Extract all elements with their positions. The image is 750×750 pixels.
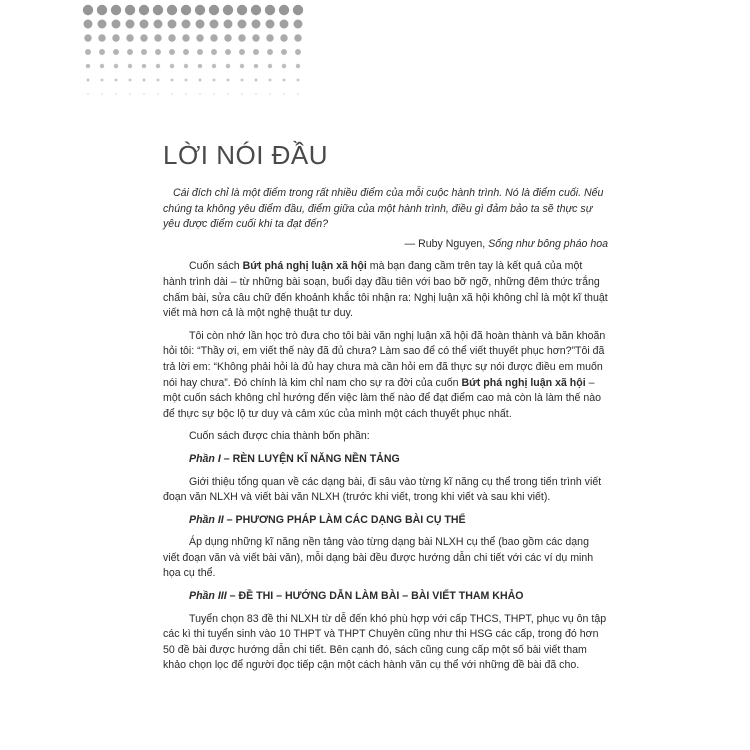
halftone-dot (240, 64, 244, 68)
halftone-dot (266, 34, 273, 41)
epigraph-source: Sống như bông pháo hoa (488, 237, 608, 250)
halftone-dot (198, 64, 202, 68)
halftone-dot (293, 5, 303, 15)
halftone-dot (283, 93, 284, 94)
halftone-dot (129, 79, 132, 82)
halftone-dot (111, 5, 121, 15)
section-title: – RÈN LUYỆN KĨ NĂNG NỀN TẢNG (220, 452, 400, 465)
halftone-dot (98, 20, 107, 29)
halftone-dot (185, 93, 186, 94)
epigraph-attribution (163, 237, 608, 253)
section-label: Phần I (189, 452, 221, 465)
halftone-dot (280, 20, 289, 29)
halftone-dot (227, 79, 230, 82)
halftone-dot (212, 64, 216, 68)
intro-paragraph-1 (163, 259, 608, 321)
page-title: LỜI NÓI ĐẦU (163, 140, 329, 170)
halftone-dot (223, 5, 233, 15)
halftone-dot (87, 79, 90, 82)
halftone-dot (296, 64, 300, 68)
intro-paragraph-3: Cuốn sách được chia thành bốn phần: (189, 430, 370, 443)
halftone-dot (255, 79, 258, 82)
halftone-dot (226, 64, 230, 68)
halftone-dot (171, 79, 174, 82)
halftone-dot (154, 20, 163, 29)
halftone-dot (213, 79, 216, 82)
book-title-emphasis: Bứt phá nghị luận xã hội (242, 260, 367, 273)
halftone-dot (112, 34, 119, 41)
halftone-dot (238, 20, 247, 29)
halftone-dot (267, 49, 273, 55)
halftone-dot (86, 64, 90, 68)
halftone-dot (297, 93, 298, 94)
halftone-dot (87, 93, 88, 94)
halftone-dot (155, 49, 161, 55)
halftone-dot (269, 93, 270, 94)
halftone-dot (252, 34, 259, 41)
halftone-dot (181, 5, 191, 15)
section-body-2: Áp dụng những kĩ năng nền tảng vào từng dạng bài NLXH cụ thể (bao gồm các dạng viết đoạn văn và viết bài văn), mỗi dạng bài đều được hướng dẫn chi tiết với các ví dụ minh họa cụ thể. (163, 536, 594, 580)
halftone-dot (294, 20, 303, 29)
halftone-dot (101, 79, 104, 82)
halftone-dot (195, 5, 205, 15)
halftone-dot (211, 49, 217, 55)
text-run: – một cuốn sách không chỉ hướng đến việc làm thế nào để đạt điểm cao mà còn là làm thế nào để thực sự bộc lộ tư duy và cảm xúc của mình một cách thuyết phục nhất. (163, 376, 602, 420)
halftone-dot (139, 5, 149, 15)
halftone-dot (127, 49, 133, 55)
halftone-dot (268, 64, 272, 68)
section-title: – PHƯƠNG PHÁP LÀM CÁC DẠNG BÀI CỤ THỂ (223, 513, 466, 526)
halftone-dot (115, 93, 116, 94)
halftone-dot (170, 64, 174, 68)
halftone-dot (153, 5, 163, 15)
section-body-1: Giới thiệu tổng quan về các dạng bài, đi sâu vào từng kĩ năng cụ thể trong tiến trình viết đoạn văn NLXH và viết bài văn NLXH (trước khi viết, trong khi viết và sau khi viết). (163, 475, 602, 504)
halftone-dot (125, 5, 135, 15)
text-run: Tôi còn nhớ lần học trò đưa cho tôi bài văn nghị luận xã hội đã hoàn thành và băn khoăn hỏi tôi: “Thầy ơi, em viết thế này đã đủ chưa? Làm sao để có thể viết thuyết phục hơn?”Tôi đã trả lời em: “Không phải hỏi là đủ hay chưa mà cần hỏi em đã thực sự nói được điều em muốn nói hay chưa”. Đó chính là kim chỉ nam cho sự ra đời của cuốn (163, 329, 606, 389)
halftone-dot (184, 64, 188, 68)
section-label: Phần II (189, 513, 224, 526)
section-body-3: Tuyển chọn 83 đề thi NLXH từ dễ đến khó phù hợp với cấp THCS, THPT, phục vụ ôn tập các kì thi tuyển sinh vào 10 THPT và THPT Chuyên cũng như thi HSG các cấp, trong đó hơn 50 đề bài được hướng dẫn chi tiết. Bên cạnh đó, sách cũng cung cấp một số bài viết tham khảo chọn lọc để người đọc tiếp cận một cách hành văn cụ thể với những đề bài đã cho. (163, 612, 607, 672)
halftone-dot (115, 79, 118, 82)
section-label: Phần III (189, 590, 227, 603)
halftone-dot (196, 20, 205, 29)
halftone-dot (168, 20, 177, 29)
halftone-dot (295, 49, 301, 55)
halftone-dot (114, 64, 118, 68)
text-run: Cuốn sách (189, 260, 243, 273)
section-heading-2 (163, 513, 608, 529)
halftone-dot (210, 20, 219, 29)
intro-paragraph-2 (163, 329, 608, 423)
halftone-dot (279, 5, 289, 15)
halftone-dot (85, 49, 91, 55)
halftone-dot (183, 49, 189, 55)
halftone-dot (266, 20, 275, 29)
halftone-dot (253, 49, 259, 55)
halftone-dot (182, 20, 191, 29)
halftone-dot (98, 34, 105, 41)
halftone-dot (143, 79, 146, 82)
text-run: mà bạn đang cầm trên tay là kết quả của một hành trình dài – từ những bài soạn, buổi dạy đầu tiên với bao bỡ ngỡ, những đêm thức trắng chấm bài, sửa câu chữ đến khoảnh khắc tôi nhận ra: Nghị luận xã hội không chỉ là một kĩ thuật viết mà hơn cả là một nghệ thuật tư duy. (163, 260, 608, 320)
halftone-dot (156, 64, 160, 68)
halftone-dot (237, 5, 247, 15)
halftone-dot (280, 34, 287, 41)
halftone-dot (97, 5, 107, 15)
halftone-dot (141, 49, 147, 55)
halftone-dot (101, 93, 102, 94)
halftone-dot (140, 34, 147, 41)
section-heading-3 (163, 589, 608, 605)
halftone-dot (99, 49, 105, 55)
halftone-dot (128, 64, 132, 68)
halftone-dot (224, 34, 231, 41)
halftone-dot (84, 20, 93, 29)
halftone-dot (294, 34, 301, 41)
epigraph-author: — Ruby Nguyen, (404, 237, 489, 250)
halftone-dot (112, 20, 121, 29)
halftone-dot (224, 20, 233, 29)
halftone-dot (113, 49, 119, 55)
halftone-dot (282, 64, 286, 68)
halftone-dot (199, 79, 202, 82)
halftone-dot (196, 34, 203, 41)
halftone-dot (297, 79, 300, 82)
epigraph-quote: Cái đích chỉ là một điểm trong rất nhiều điểm của mỗi cuộc hành trình. Nó là điểm cuối. Nếu chúng ta không yêu điểm đầu, điểm giữa của một hành trình, điều gì đảm bảo ta sẽ thực sự yêu được điểm cuối khi ta đạt đến? (163, 187, 604, 231)
halftone-dot (197, 49, 203, 55)
halftone-dot (129, 93, 130, 94)
halftone-dot (83, 5, 93, 15)
halftone-dot (185, 79, 188, 82)
halftone-dot (157, 79, 160, 82)
page-content (163, 186, 608, 681)
halftone-dot (126, 20, 135, 29)
halftone-dot (239, 49, 245, 55)
halftone-dot (171, 93, 172, 94)
halftone-dot (281, 49, 287, 55)
halftone-dot (142, 64, 146, 68)
halftone-dot (143, 93, 144, 94)
halftone-dot (199, 93, 200, 94)
halftone-dot (100, 64, 104, 68)
halftone-dot (251, 5, 261, 15)
halftone-dot (84, 34, 91, 41)
halftone-dot (182, 34, 189, 41)
halftone-dot (241, 93, 242, 94)
halftone-dot (225, 49, 231, 55)
halftone-dot-pattern (0, 0, 750, 130)
halftone-dot (167, 5, 177, 15)
halftone-dot (255, 93, 256, 94)
section-heading-1 (163, 452, 608, 468)
halftone-dot (252, 20, 261, 29)
halftone-dot (157, 93, 158, 94)
halftone-dot (241, 79, 244, 82)
halftone-dot (210, 34, 217, 41)
halftone-dot (209, 5, 219, 15)
halftone-dot (265, 5, 275, 15)
halftone-dot (283, 79, 286, 82)
dot-grid (83, 5, 303, 95)
halftone-dot (254, 64, 258, 68)
halftone-dot (154, 34, 161, 41)
halftone-dot (168, 34, 175, 41)
book-title-emphasis: Bứt phá nghị luận xã hội (461, 376, 586, 389)
halftone-dot (126, 34, 133, 41)
halftone-dot (169, 49, 175, 55)
halftone-dot (227, 93, 228, 94)
halftone-dot (213, 93, 214, 94)
halftone-dot (238, 34, 245, 41)
halftone-dot (140, 20, 149, 29)
section-title: – ĐỀ THI – HƯỚNG DẪN LÀM BÀI – BÀI VIẾT THAM KHẢO (226, 590, 524, 603)
halftone-dot (269, 79, 272, 82)
